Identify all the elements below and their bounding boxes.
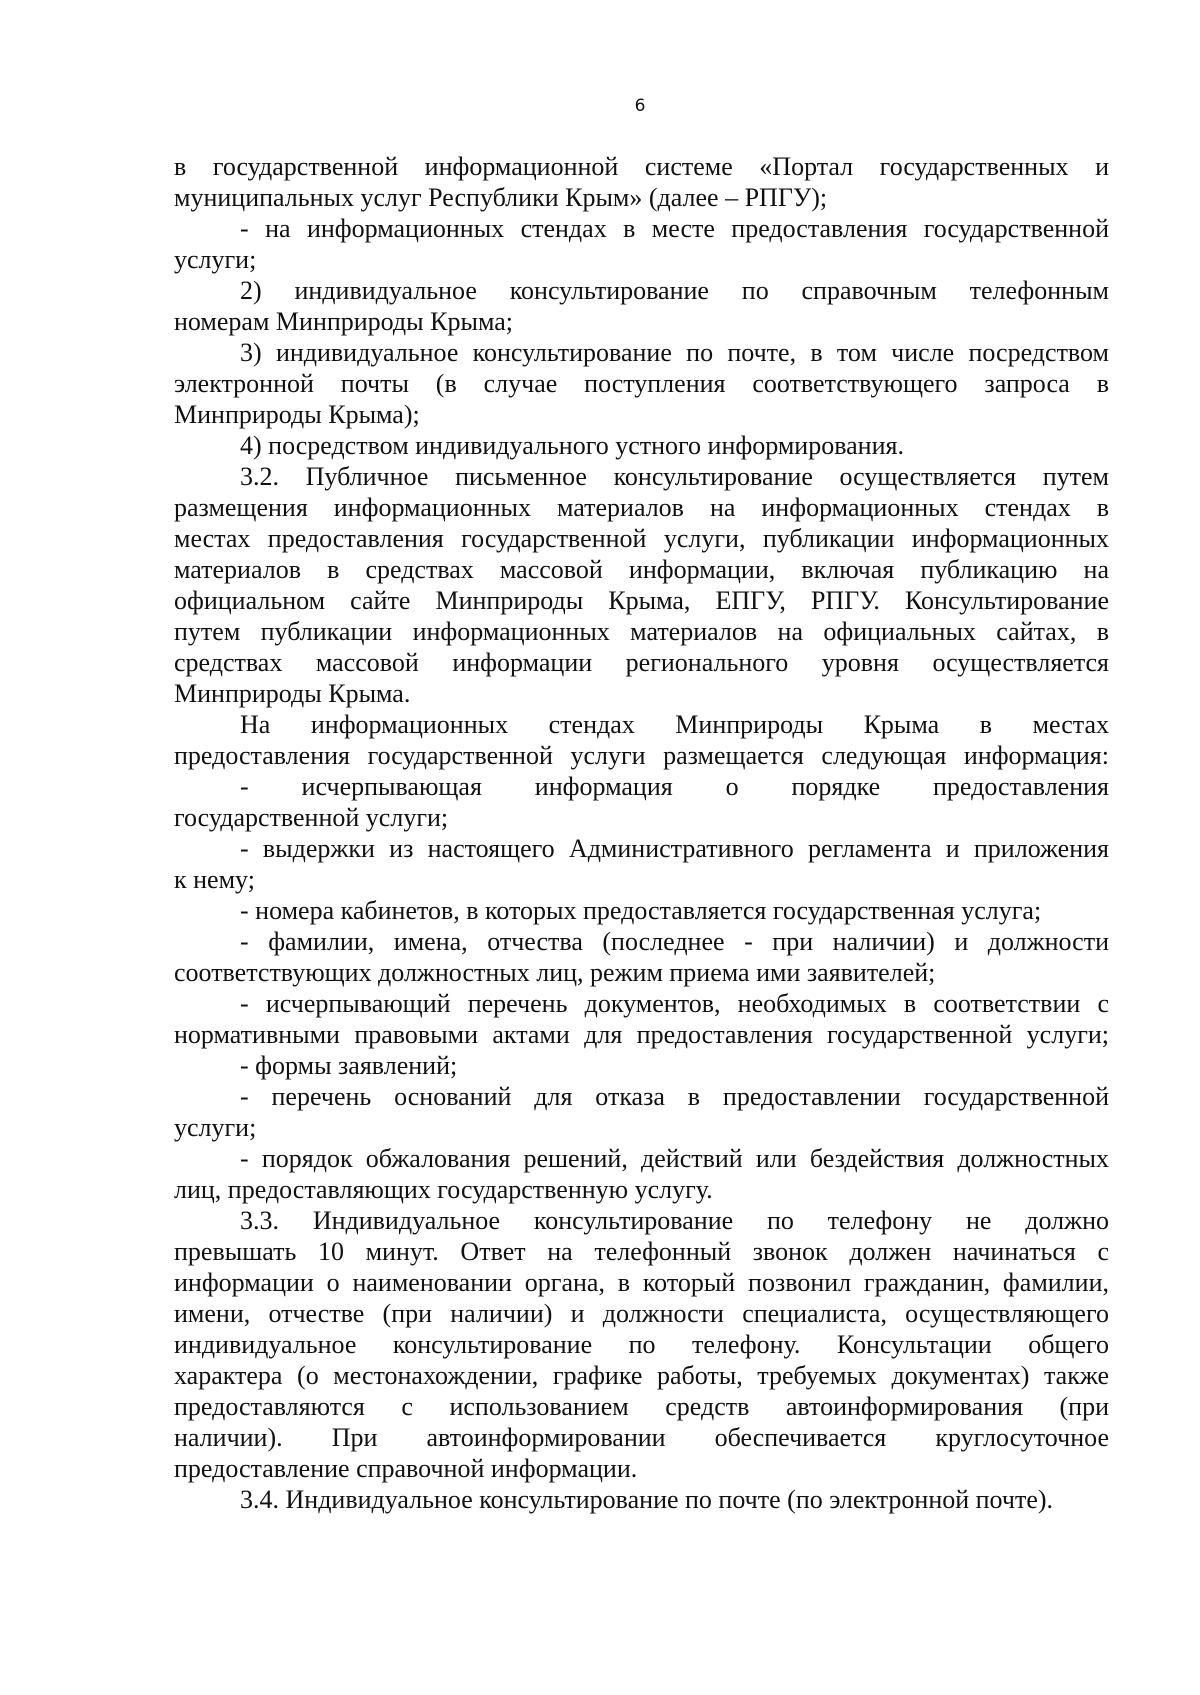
text-line: - на информационных стендах в месте предоставления государственной xyxy=(240,214,1109,243)
text-line: нормативными правовыми актами для предоставления государственной услуги; xyxy=(174,1020,1109,1049)
text-line: номерам Минприроды Крыма; xyxy=(174,307,513,336)
text-line: индивидуальное консультирование по телефону. Консультации общего xyxy=(174,1330,1109,1359)
text-line: официальном сайте Минприроды Крыма, ЕПГУ, РПГУ. Консультирование xyxy=(174,586,1109,615)
text-line: - фамилии, имена, отчества (последнее - при наличии) и должности xyxy=(240,927,1109,956)
text-line: имени, отчестве (при наличии) и должности специалиста, осуществляющего xyxy=(174,1299,1109,1328)
text-line: 3.2. Публичное письменное консультирование осуществляется путем xyxy=(240,462,1109,491)
text-line: к нему; xyxy=(174,865,255,894)
text-line: в государственной информационной системе «Портал государственных и xyxy=(174,152,1109,181)
text-line: путем публикации информационных материалов на официальных сайтах, в xyxy=(174,617,1109,646)
text-line: - формы заявлений; xyxy=(240,1051,458,1080)
text-line: муниципальных услуг Республики Крым» (далее – РПГУ); xyxy=(174,183,828,212)
text-line: наличии). При автоинформировании обеспечивается круглосуточное xyxy=(174,1423,1109,1452)
text-line: превышать 10 минут. Ответ на телефонный звонок должен начинаться с xyxy=(174,1237,1109,1266)
text-line: средствах массовой информации регионального уровня осуществляется xyxy=(174,648,1109,677)
text-line: услуги; xyxy=(174,1113,257,1142)
text-line: материалов в средствах массовой информации, включая публикацию на xyxy=(174,555,1109,584)
text-line: характера (о местонахождении, графике работы, требуемых документах) также xyxy=(174,1361,1109,1390)
text-line: электронной почты (в случае поступления соответствующего запроса в xyxy=(174,369,1109,398)
text-line: - исчерпывающая информация о порядке предоставления xyxy=(240,772,1109,801)
text-line: услуги; xyxy=(174,245,257,274)
text-line: местах предоставления государственной услуги, публикации информационных xyxy=(174,524,1109,553)
text-line: 2) индивидуальное консультирование по справочным телефонным xyxy=(240,276,1109,305)
text-line: Минприроды Крыма); xyxy=(174,400,420,429)
text-line: лиц, предоставляющих государственную услугу. xyxy=(174,1175,713,1204)
text-line: предоставления государственной услуги размещается следующая информация: xyxy=(174,741,1109,770)
text-line: На информационных стендах Минприроды Крыма в местах xyxy=(240,710,1109,739)
text-line: - исчерпывающий перечень документов, необходимых в соответствии с xyxy=(240,989,1109,1018)
text-line: 3) индивидуальное консультирование по почте, в том числе посредством xyxy=(240,338,1109,367)
text-line: - номера кабинетов, в которых предоставляется государственная услуга; xyxy=(240,896,1042,925)
text-line: 3.4. Индивидуальное консультирование по почте (по электронной почте). xyxy=(240,1485,1054,1514)
text-line: соответствующих должностных лиц, режим приема ими заявителей; xyxy=(174,958,936,987)
text-line: - выдержки из настоящего Административного регламента и приложения xyxy=(240,834,1109,863)
text-line: предоставляются с использованием средств автоинформирования (при xyxy=(174,1392,1109,1421)
text-line: 4) посредством индивидуального устного информирования. xyxy=(240,431,904,460)
text-line: - порядок обжалования решений, действий или бездействия должностных xyxy=(240,1144,1109,1173)
page-number: 6 xyxy=(634,96,646,116)
text-line: - перечень оснований для отказа в предоставлении государственной xyxy=(240,1082,1109,1111)
text-line: размещения информационных материалов на информационных стендах в xyxy=(174,493,1109,522)
text-line: государственной услуги; xyxy=(174,803,449,832)
document-body xyxy=(174,151,1109,1515)
text-line: Минприроды Крыма. xyxy=(174,679,411,708)
text-line: предоставление справочной информации. xyxy=(174,1454,638,1483)
text-line: 3.3. Индивидуальное консультирование по телефону не должно xyxy=(240,1206,1109,1235)
text-line: информации о наименовании органа, в который позвонил гражданин, фамилии, xyxy=(174,1268,1109,1297)
